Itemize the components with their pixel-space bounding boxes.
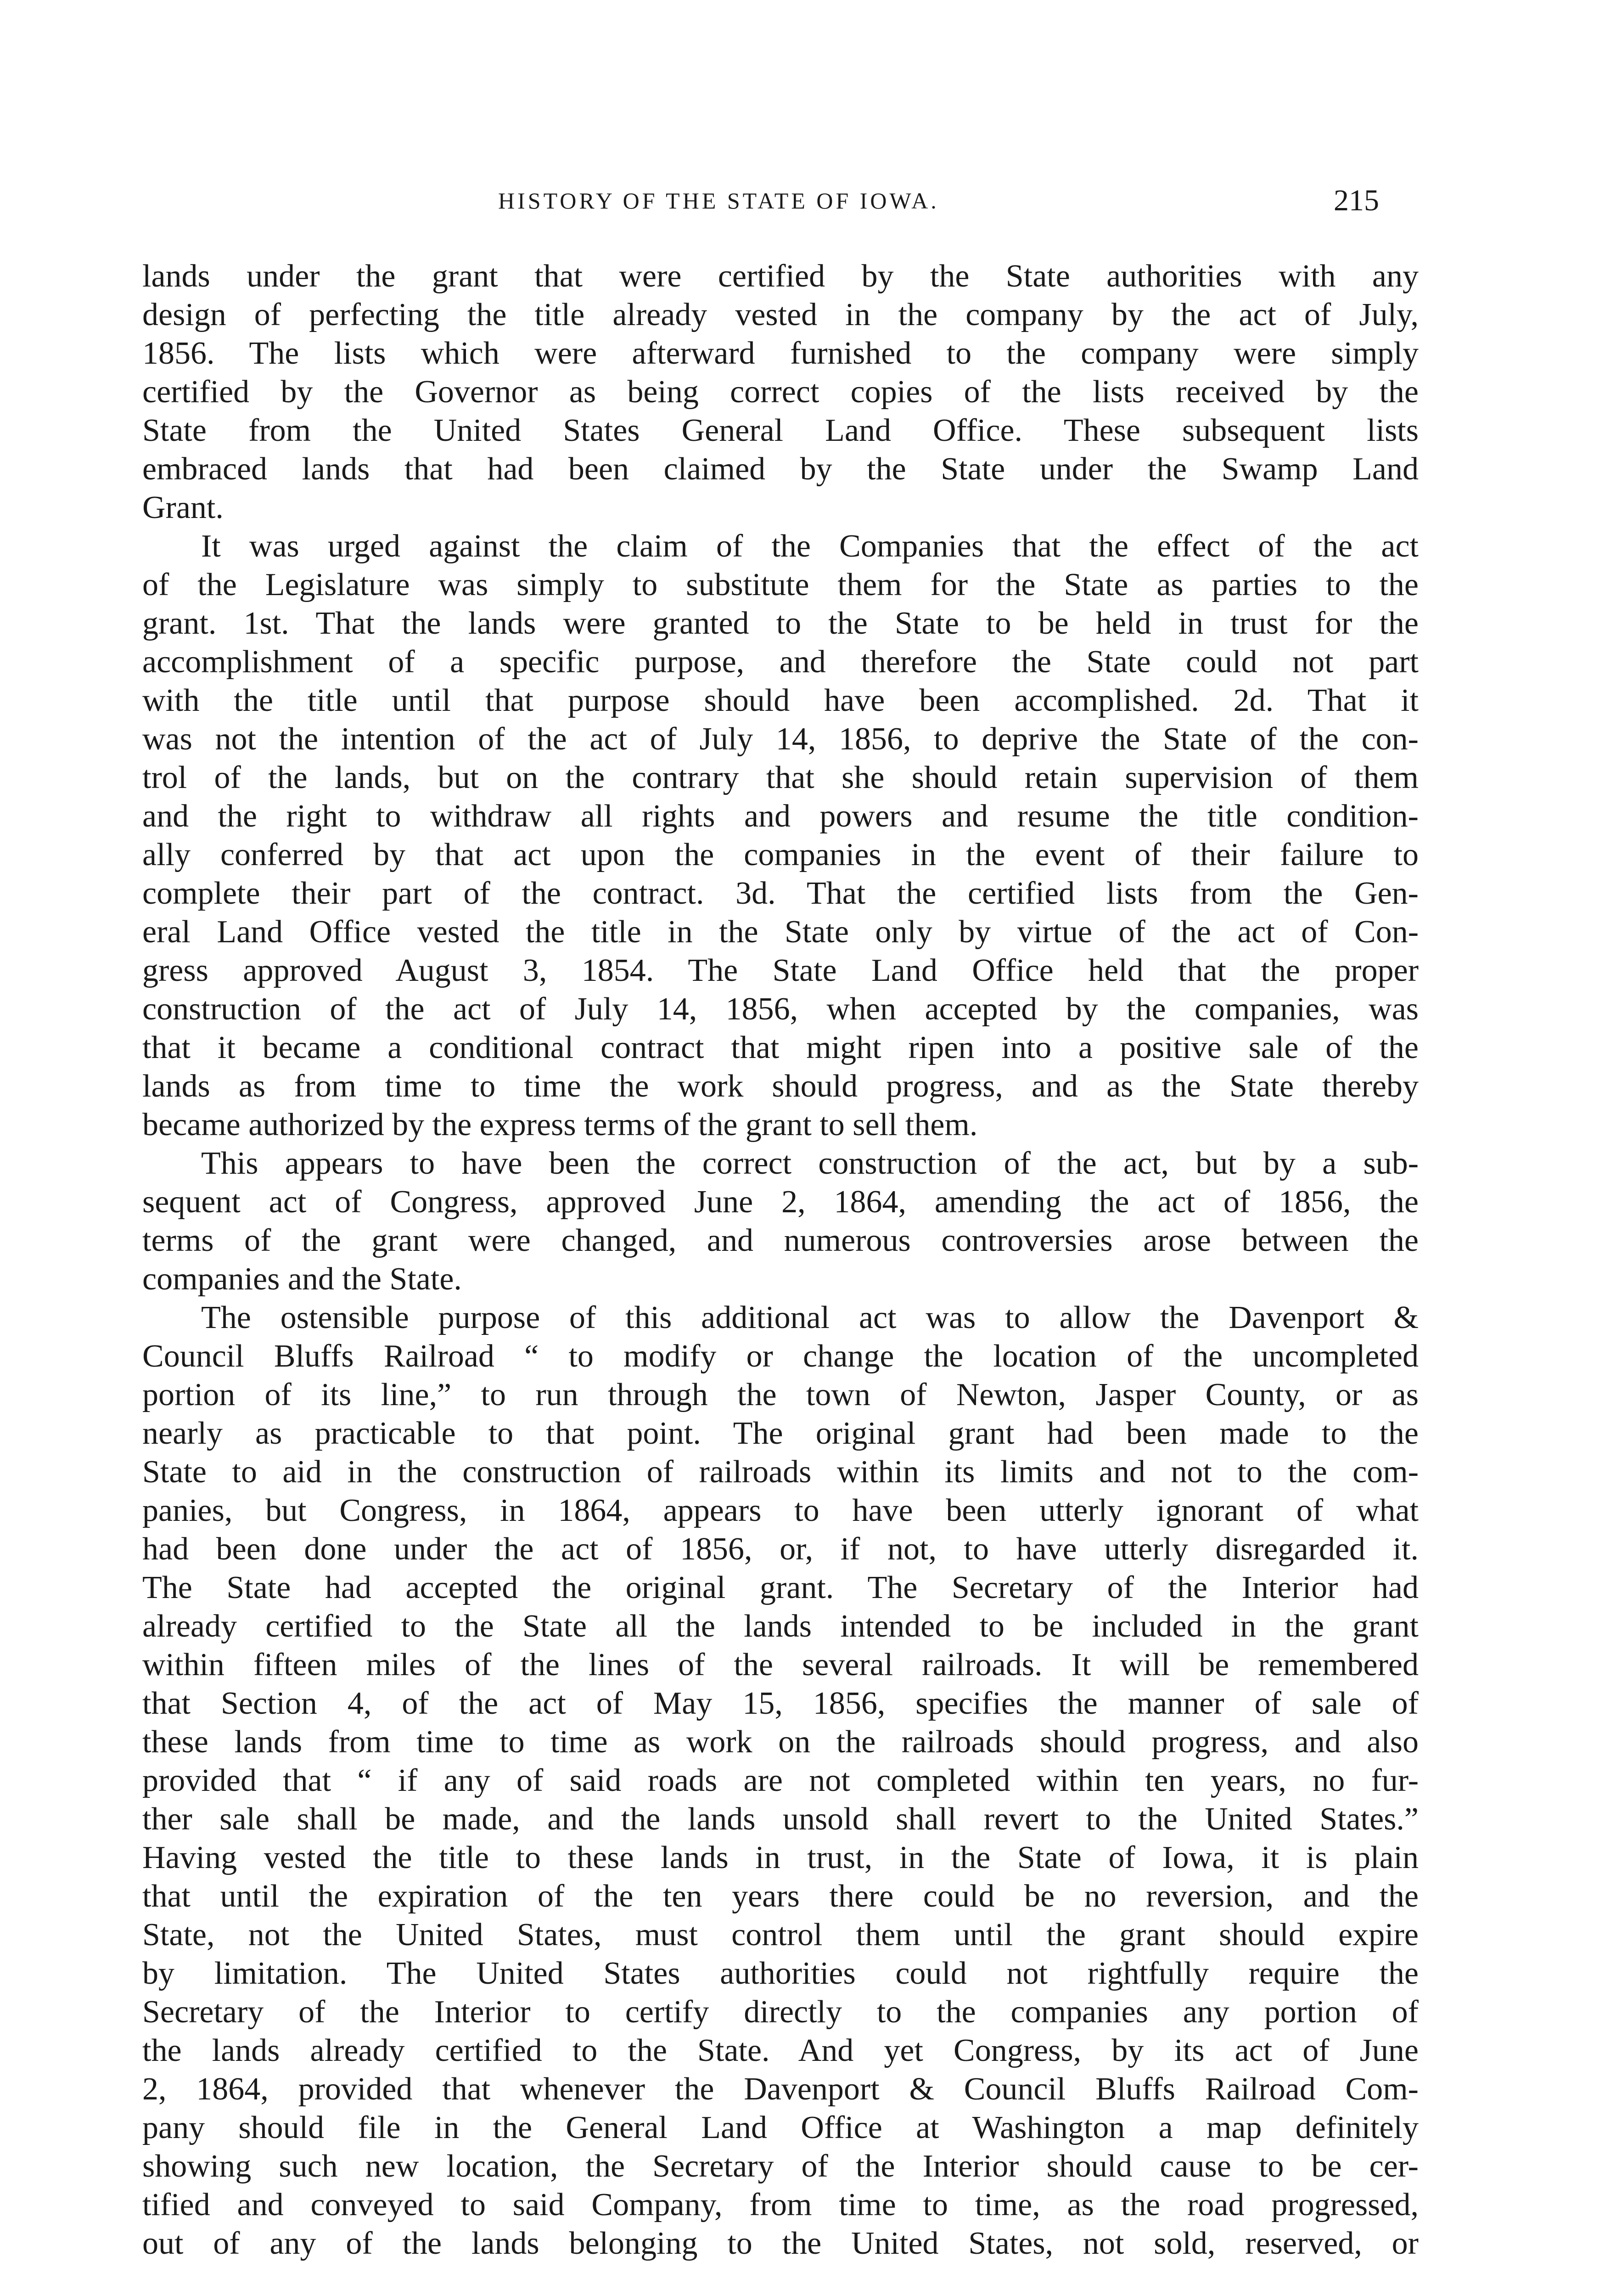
text-line: lands as from time to time the work should progress, and as the State thereby	[142, 1069, 1419, 1104]
text-line: ther sale shall be made, and the lands unsold shall revert to the United States.”	[142, 1801, 1419, 1837]
text-line: that it became a conditional contract that might ripen into a positive sale of the	[142, 1030, 1419, 1065]
text-line: these lands from time to time as work on the railroads should progress, and also	[142, 1724, 1419, 1760]
text-line: 2, 1864, provided that whenever the Davenport & Council Bluffs Railroad Com-	[142, 2071, 1419, 2107]
text-line: gress approved August 3, 1854. The State Land Office held that the proper	[142, 953, 1419, 988]
text-line: The ostensible purpose of this additional act was to allow the Davenport &	[201, 1300, 1419, 1335]
text-line: showing such new location, the Secretary of the Interior should cause to be cer-	[142, 2149, 1419, 2184]
text-line: pany should file in the General Land Office at Washington a map definitely	[142, 2110, 1419, 2145]
text-line: Having vested the title to these lands in trust, in the State of Iowa, it is plain	[142, 1840, 1419, 1875]
text-line: ally conferred by that act upon the companies in the event of their failure to	[142, 837, 1419, 872]
text-line: within fifteen miles of the lines of the several railroads. It will be remembered	[142, 1647, 1419, 1683]
text-line: the lands already certified to the State. And yet Congress, by its act of June	[142, 2033, 1419, 2068]
text-line: It was urged against the claim of the Companies that the effect of the act	[201, 529, 1419, 564]
text-line: was not the intention of the act of July 14, 1856, to deprive the State of the con-	[142, 721, 1419, 757]
text-line: Secretary of the Interior to certify directly to the companies any portion of	[142, 1994, 1419, 2030]
text-line: design of perfecting the title already vested in the company by the act of July,	[142, 297, 1419, 332]
text-line: The State had accepted the original grant. The Secretary of the Interior had	[142, 1570, 1419, 1605]
body-text	[142, 257, 1419, 2263]
text-line: certified by the Governor as being correct copies of the lists received by the	[142, 374, 1419, 410]
text-line: trol of the lands, but on the contrary that she should retain supervision of them	[142, 760, 1419, 795]
text-line: embraced lands that had been claimed by the State under the Swamp Land	[142, 451, 1419, 487]
text-line: with the title until that purpose should have been accomplished. 2d. That it	[142, 683, 1419, 718]
page-number: 215	[1334, 184, 1379, 217]
text-line: by limitation. The United States authorities could not rightfully require the	[142, 1956, 1419, 1991]
running-head	[0, 180, 1616, 221]
text-line: became authorized by the express terms of the grant to sell them.	[142, 1107, 978, 1142]
text-line: companies and the State.	[142, 1261, 462, 1297]
text-line: panies, but Congress, in 1864, appears to have been utterly ignorant of what	[142, 1493, 1419, 1528]
text-line: Council Bluffs Railroad “ to modify or change the location of the uncompleted	[142, 1339, 1419, 1374]
text-line: that until the expiration of the ten years there could be no reversion, and the	[142, 1879, 1419, 1914]
text-line: of the Legislature was simply to substitute them for the State as parties to the	[142, 567, 1419, 602]
text-line: sequent act of Congress, approved June 2, 1864, amending the act of 1856, the	[142, 1184, 1419, 1220]
text-line: nearly as practicable to that point. The original grant had been made to the	[142, 1416, 1419, 1451]
running-title: HISTORY OF THE STATE OF IOWA.	[498, 188, 939, 214]
text-line: Grant.	[142, 490, 224, 525]
text-line: grant. 1st. That the lands were granted to the State to be held in trust for the	[142, 606, 1419, 641]
text-line: eral Land Office vested the title in the State only by virtue of the act of Con-	[142, 914, 1419, 950]
text-line: lands under the grant that were certified by the State authorities with any	[142, 259, 1419, 294]
text-line: accomplishment of a specific purpose, and therefore the State could not part	[142, 644, 1419, 680]
text-line: tified and conveyed to said Company, from time to time, as the road progressed,	[142, 2187, 1419, 2223]
text-line: portion of its line,” to run through the town of Newton, Jasper County, or as	[142, 1377, 1419, 1412]
text-line: complete their part of the contract. 3d. That the certified lists from the Gen-	[142, 876, 1419, 911]
text-line: This appears to have been the correct construction of the act, but by a sub-	[201, 1146, 1419, 1181]
text-line: and the right to withdraw all rights and powers and resume the title condition-	[142, 799, 1419, 834]
text-line: that Section 4, of the act of May 15, 1856, specifies the manner of sale of	[142, 1686, 1419, 1721]
text-line: State from the United States General Land Office. These subsequent lists	[142, 413, 1419, 448]
text-line: terms of the grant were changed, and numerous controversies arose between the	[142, 1223, 1419, 1258]
text-line: had been done under the act of 1856, or, if not, to have utterly disregarded it.	[142, 1531, 1419, 1567]
text-line: provided that “ if any of said roads are not completed within ten years, no fur-	[142, 1763, 1419, 1798]
text-line: State, not the United States, must control them until the grant should expire	[142, 1917, 1419, 1953]
text-line: construction of the act of July 14, 1856, when accepted by the companies, was	[142, 991, 1419, 1027]
text-line: out of any of the lands belonging to the United States, not sold, reserved, or	[142, 2226, 1419, 2261]
text-line: State to aid in the construction of railroads within its limits and not to the com-	[142, 1454, 1419, 1490]
text-line: 1856. The lists which were afterward furnished to the company were simply	[142, 336, 1419, 371]
text-line: already certified to the State all the lands intended to be included in the grant	[142, 1609, 1419, 1644]
